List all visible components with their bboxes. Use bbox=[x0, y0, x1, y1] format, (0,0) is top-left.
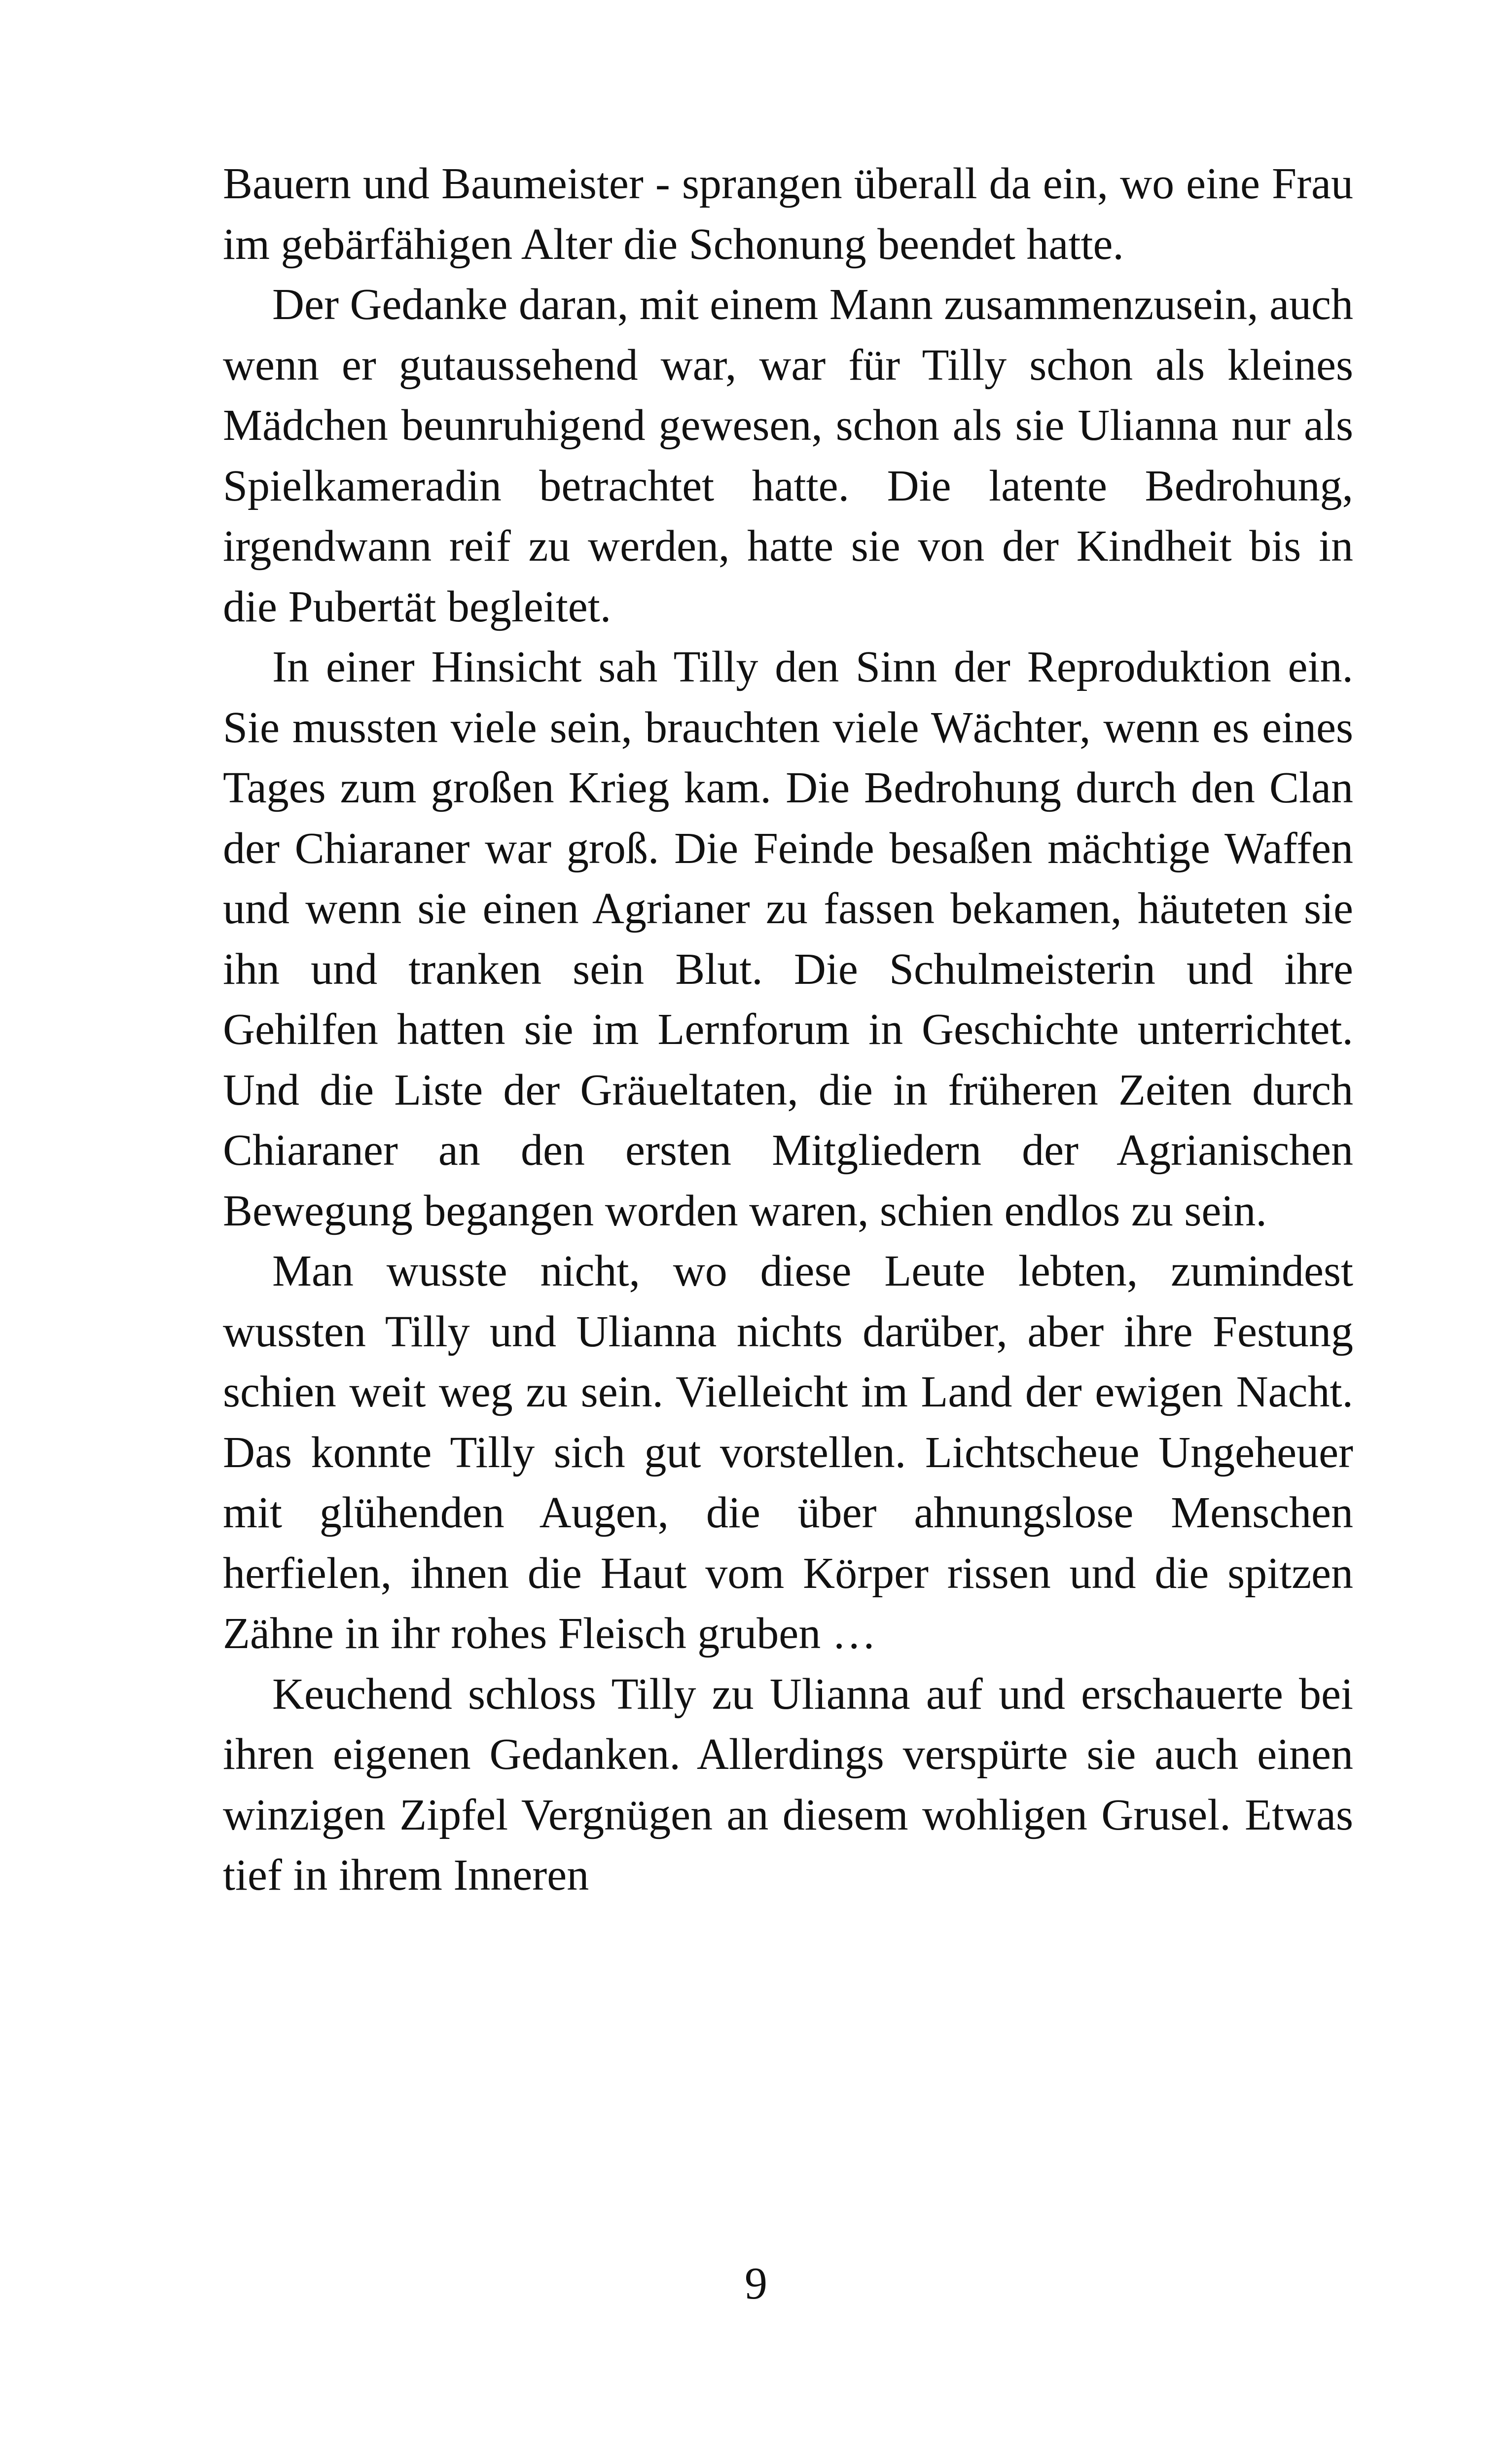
body-text bbox=[223, 154, 1353, 1906]
paragraph-continuation: Bauern und Baumeister - sprangen überall da ein, wo eine Frau im gebärfähigen Alter die Schonung beendet hatte. bbox=[223, 159, 1353, 269]
paragraph: Der Gedanke daran, mit einem Mann zusammenzusein, auch wenn er gutaussehend war, war für Tilly schon als kleines Mädchen beunruhigend gewesen, schon als sie Ulianna nur als Spielkameradin betrachtet hatte. Die latente Bedrohung, irgendwann reif zu werden, hatte sie von der Kindheit bis in die Pubertät begleitet. bbox=[223, 280, 1353, 631]
paragraph: In einer Hinsicht sah Tilly den Sinn der Reproduktion ein. Sie mussten viele sein, brauchten viele Wächter, wenn es eines Tages zum großen Krieg kam. Die Bedrohung durch den Clan der Chiaraner war groß. Die Feinde besaßen mächtige Waffen und wenn sie einen Agrianer zu fassen bekamen, häuteten sie ihn und tranken sein Blut. Die Schulmeisterin und ihre Gehilfen hatten sie im Lernforum in Geschichte unterrichtet. Und die Liste der Gräueltaten, die in früheren Zeiten durch Chiaraner an den ersten Mitgliedern der Agrianischen Bewegung begangen worden waren, schien endlos zu sein. bbox=[223, 643, 1353, 1235]
paragraph: Man wusste nicht, wo diese Leute lebten, zumindest wussten Tilly und Ulianna nichts darüber, aber ihre Festung schien weit weg zu sein. Vielleicht im Land der ewigen Nacht. Das konnte Tilly sich gut vorstellen. Lichtscheue Ungeheuer mit glühenden Augen, die über ahnungslose Menschen herfielen, ihnen die Haut vom Körper rissen und die spitzen Zähne in ihr rohes Fleisch gruben … bbox=[223, 1247, 1353, 1658]
page-number: 9 bbox=[745, 2258, 767, 2308]
paragraph: Keuchend schloss Tilly zu Ulianna auf und erschauerte bei ihren eigenen Gedanken. Allerdings verspürte sie auch einen winzigen Zipfel Vergnügen an diesem wohligen Grusel. Etwas tief in ihrem Inneren bbox=[223, 1669, 1353, 1900]
